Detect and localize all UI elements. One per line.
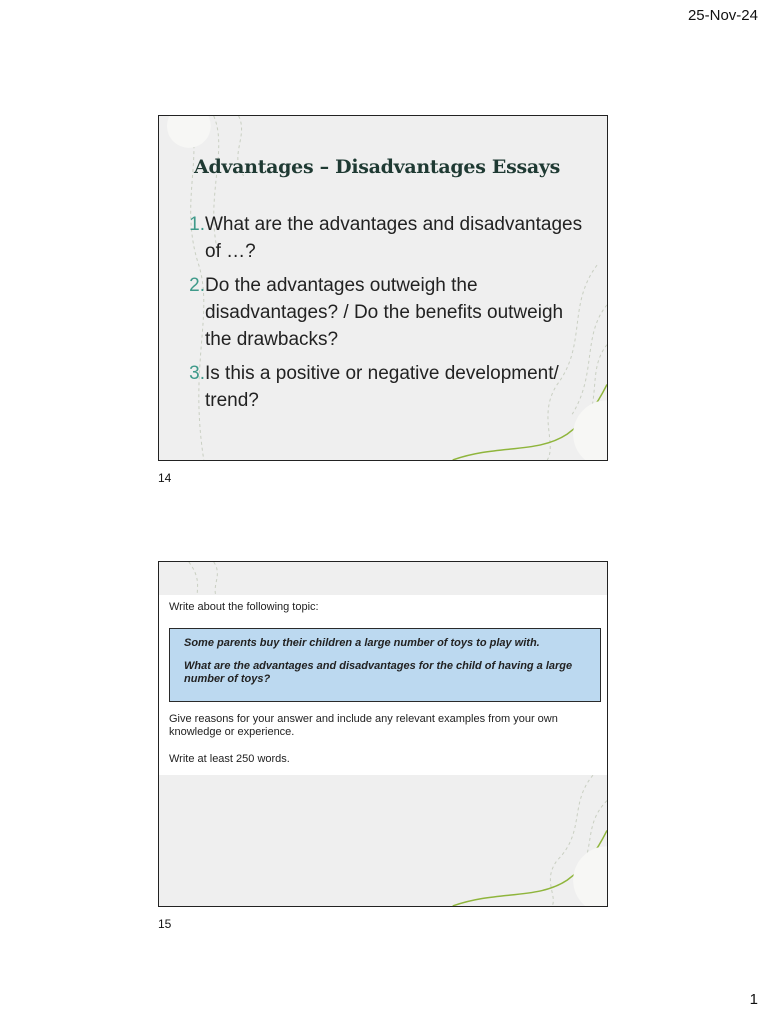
list-number: 1. bbox=[189, 214, 205, 235]
scanned-task bbox=[159, 595, 607, 775]
list-item bbox=[187, 211, 587, 265]
slide-15 bbox=[158, 561, 608, 907]
prompt-question: What are the advantages and disadvantages for the child of having a large number of toys? bbox=[184, 660, 573, 685]
slide-title: Advantages – Disadvantages Essays bbox=[194, 156, 561, 178]
task-word-count: Write at least 250 words. bbox=[169, 753, 290, 765]
list-item bbox=[187, 272, 587, 353]
list-number: 2. bbox=[189, 275, 205, 296]
slide-number-label: 14 bbox=[158, 471, 172, 485]
list-text: Do the advantages outweigh the disadvantages? / Do the benefits outweigh the drawbacks? bbox=[205, 275, 564, 350]
list-text: Is this a positive or negative development/ trend? bbox=[205, 363, 559, 411]
task-instructions: Give reasons for your answer and include any relevant examples from your own knowledge or experience. bbox=[169, 713, 558, 738]
prompt-statement: Some parents buy their children a large number of toys to play with. bbox=[184, 637, 540, 649]
slide-number-label: 15 bbox=[158, 917, 172, 931]
list-item bbox=[187, 360, 587, 414]
header-date: 25-Nov-24 bbox=[687, 7, 758, 24]
slide-14 bbox=[158, 115, 608, 461]
list-text: What are the advantages and disadvantages of …? bbox=[205, 214, 583, 262]
task-intro: Write about the following topic: bbox=[169, 601, 319, 613]
page-number: 1 bbox=[749, 991, 758, 1008]
task-prompt-box bbox=[169, 628, 601, 702]
list-number: 3. bbox=[189, 363, 205, 384]
question-list bbox=[187, 211, 587, 421]
